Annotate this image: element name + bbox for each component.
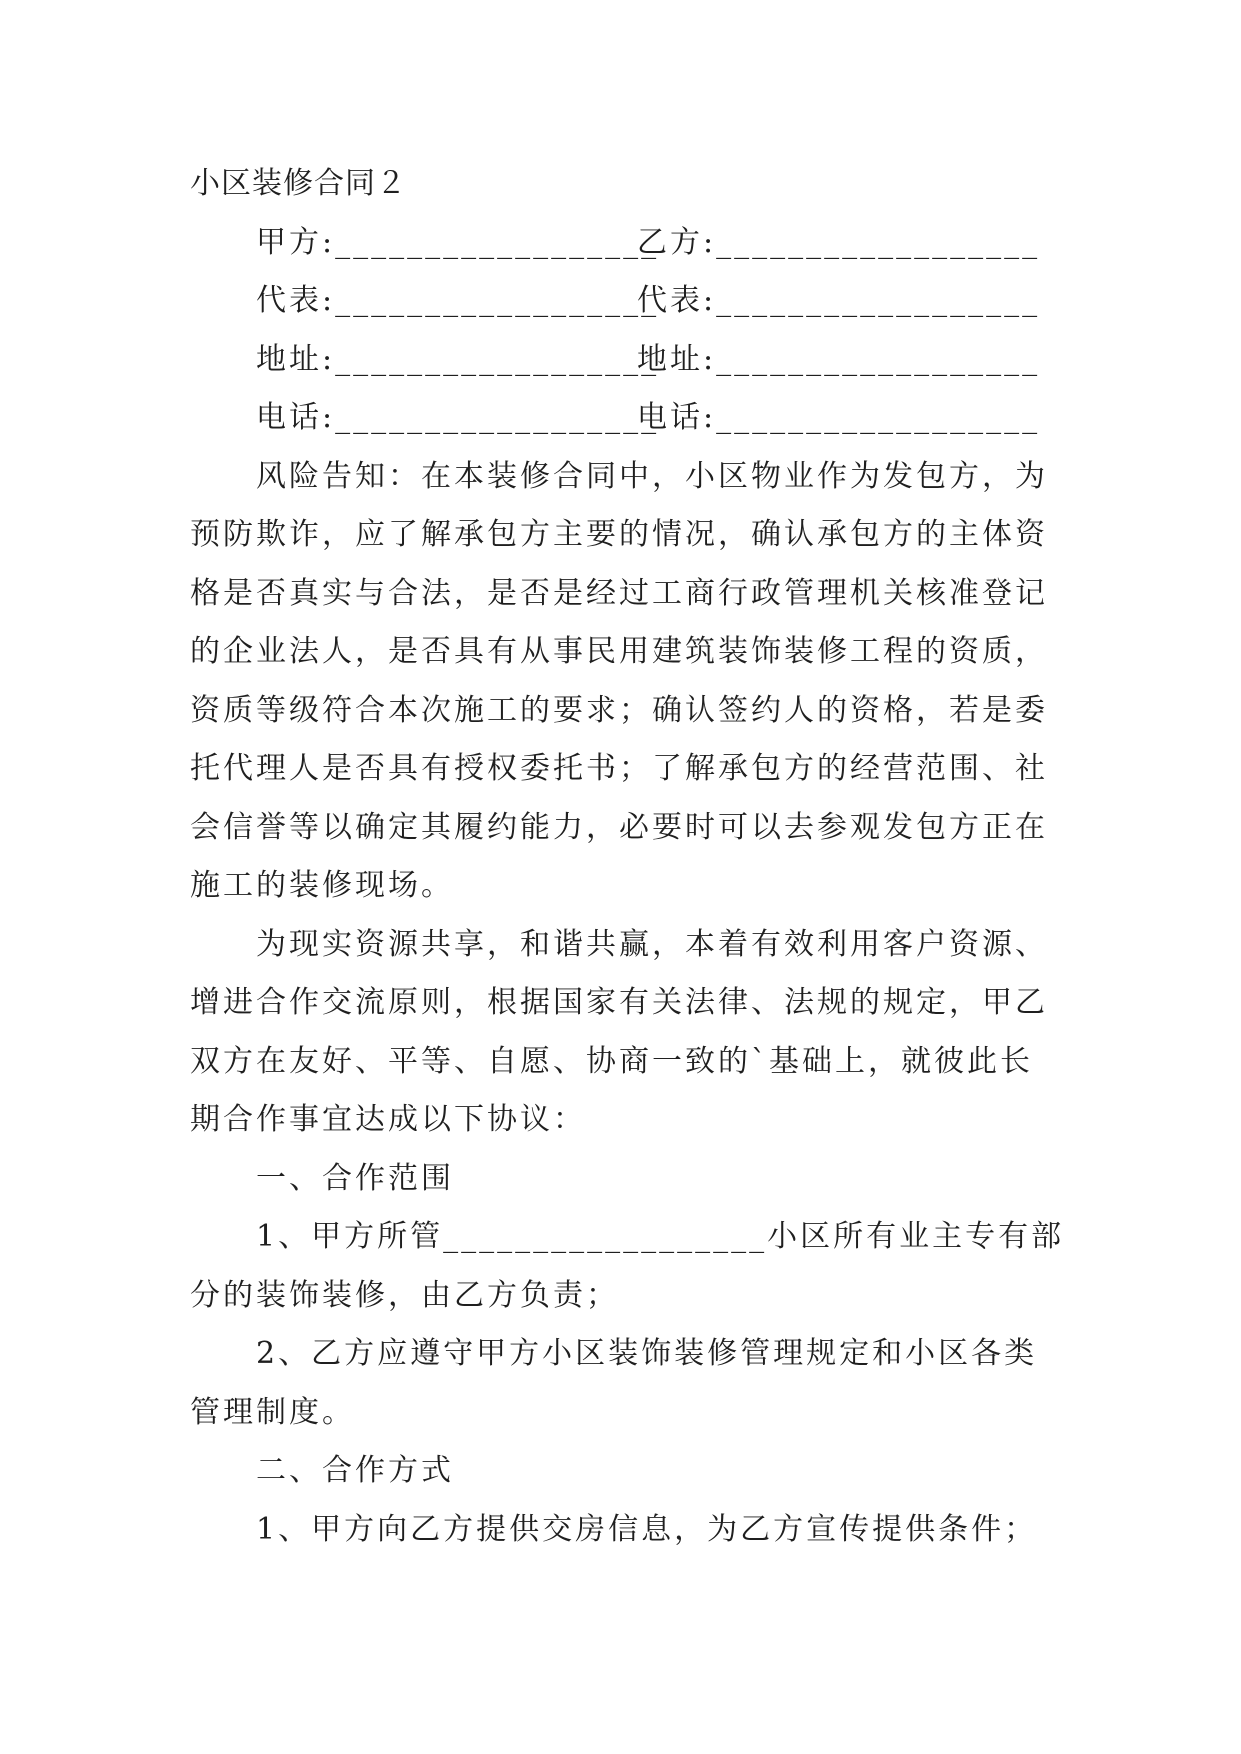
party-a-address-field: 地址:__________________ <box>256 341 660 377</box>
intro-paragraph <box>190 916 1060 1150</box>
clause-2-1 <box>190 1501 1060 1560</box>
paragraph-line: 资质等级符合本次施工的要求；确认签约人的资格，若是委 <box>190 692 1048 728</box>
paragraph-line: 会信誉等以确定其履约能力，必要时可以去参观发包方正在 <box>190 809 1048 845</box>
party-a-field: 甲方:__________________ <box>256 224 660 260</box>
paragraph-line: 1、甲方向乙方提供交房信息，为乙方宣传提供条件； <box>256 1511 1038 1547</box>
clause-1-1 <box>190 1208 1065 1325</box>
paragraph-line: 的企业法人，是否具有从事民用建筑装饰装修工程的资质， <box>190 634 1048 669</box>
section-heading-cooperation-scope: 一、合作范围 <box>256 1160 454 1196</box>
paragraph-line: 施工的装修现场。 <box>190 868 454 903</box>
party-b-field: 乙方:__________________ <box>637 224 1041 260</box>
party-a-representative-field: 代表:__________________ <box>256 283 660 318</box>
paragraph-line: 预防欺诈，应了解承包方主要的情况，确认承包方的主体资 <box>190 517 1048 552</box>
paragraph-line: 风险告知：在本装修合同中，小区物业作为发包方，为 <box>256 458 1048 494</box>
party-b-phone-field: 电话:__________________ <box>637 400 1041 435</box>
section-heading-cooperation-method: 二、合作方式 <box>256 1453 454 1488</box>
paragraph-line: 双方在友好、平等、自愿、协商一致的`基础上，就彼此长 <box>190 1043 1033 1079</box>
paragraph-line: 1、甲方所管__________________小区所有业主专有部 <box>256 1219 1065 1254</box>
paragraph-line: 托代理人是否具有授权委托书；了解承包方的经营范围、社 <box>190 751 1048 786</box>
party-info-block <box>190 214 1060 448</box>
party-a-phone-field: 电话:__________________ <box>256 400 660 435</box>
contract-document <box>190 155 1065 1559</box>
risk-notice-paragraph <box>190 448 1060 916</box>
paragraph-line: 分的装饰装修，由乙方负责； <box>190 1277 619 1313</box>
paragraph-line: 2、乙方应遵守甲方小区装饰装修管理规定和小区各类 <box>256 1336 1038 1371</box>
paragraph-line: 为现实资源共享，和谐共赢，本着有效利用客户资源、 <box>256 926 1048 962</box>
party-row-representative <box>190 272 1060 331</box>
party-row-address <box>190 331 1060 390</box>
party-b-representative-field: 代表:__________________ <box>637 283 1041 318</box>
paragraph-line: 期合作事宜达成以下协议： <box>190 1102 586 1137</box>
paragraph-line: 管理制度。 <box>190 1394 355 1430</box>
party-b-address-field: 地址:__________________ <box>637 341 1041 377</box>
document-title: 小区装修合同２ <box>190 166 407 201</box>
paragraph-line: 增进合作交流原则，根据国家有关法律、法规的规定，甲乙 <box>190 985 1048 1020</box>
paragraph-line: 格是否真实与合法，是否是经过工商行政管理机关核准登记 <box>190 575 1048 611</box>
clause-1-2 <box>190 1325 1060 1442</box>
party-row-phone <box>190 389 1060 448</box>
party-row-jia-yi <box>190 214 1060 273</box>
